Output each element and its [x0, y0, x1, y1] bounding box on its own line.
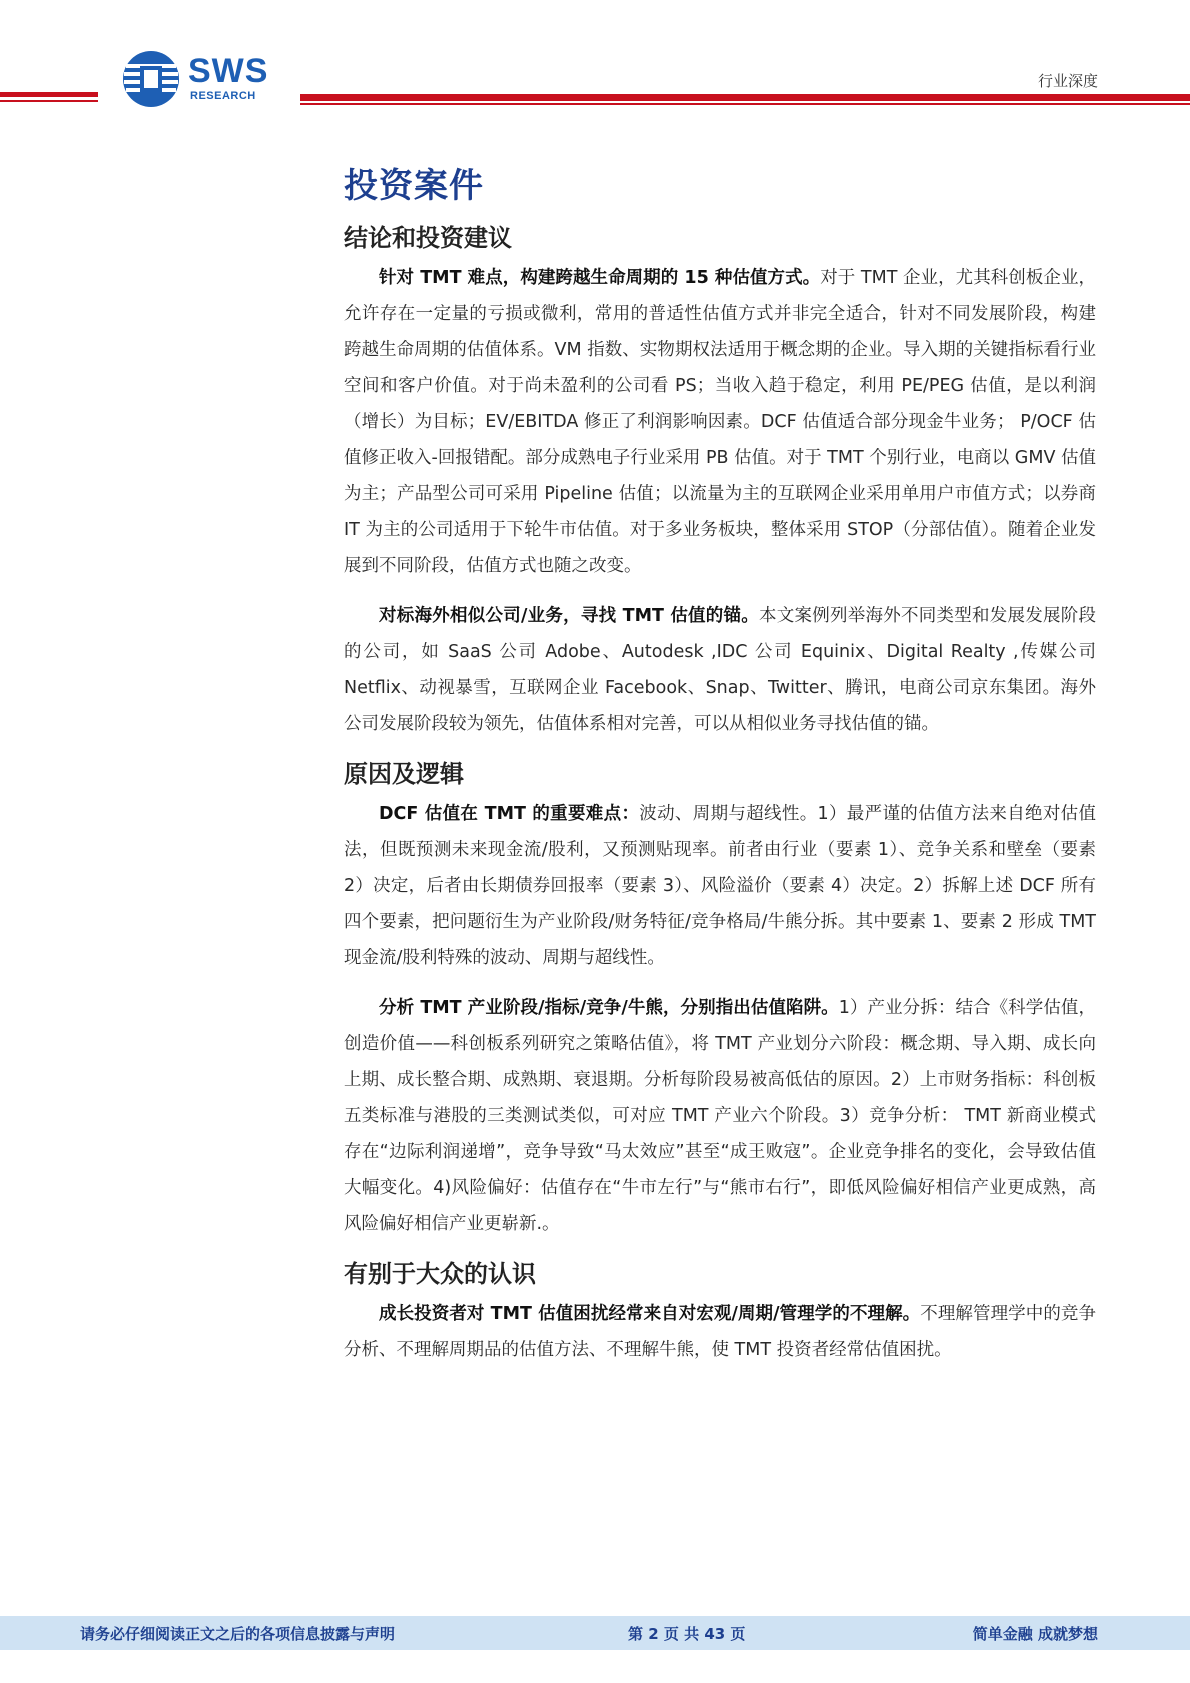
paragraph-lead: 成长投资者对 TMT 估值困扰经常来自对宏观/周期/管理学的不理解。: [379, 1304, 921, 1324]
report-type-label: 行业深度: [1037, 72, 1098, 90]
paragraph-lead: 分析 TMT 产业阶段/指标/竞争/牛熊，分别指出估值陷阱。: [379, 998, 839, 1018]
page-header: [0, 0, 1190, 120]
page-title: 投资案件: [344, 166, 484, 206]
paragraph: [344, 1296, 1096, 1368]
section-heading-reasons: 原因及逻辑: [344, 760, 464, 788]
section-heading-differentiated-view: 有别于大众的认识: [344, 1260, 536, 1288]
sws-logo: [122, 50, 282, 108]
paragraph: [344, 990, 1096, 1242]
logo-wordmark: SWS: [188, 52, 269, 90]
paragraph-body: 1）产业分拆：结合《科学估值，创造价值——科创板系列研究之策略估值》，将 TMT 产业划分六阶段：概念期、导入期、成长向上期、成长整合期、成熟期、衰退期。分析每阶段易被高低估的原因。2）上市财务指标：科创板五类标准与港股的三类测试类似，可对应 TMT 产业六个阶段。3）竞争分析： TMT 新商业模式存在“边际利润递增”，竞争导致“马太效应”甚至“成王败寇”。企业竞争排名的变化，会导致估值大幅变化。4)风险偏好：估值存在“牛市左行”与“熊市右行”，即低风险偏好相信产业更成熟，高风险偏好相信产业更崭新.。: [344, 998, 1096, 1234]
header-rule-right: [300, 94, 1190, 101]
paragraph-lead: DCF 估值在 TMT 的重要难点：: [379, 804, 640, 824]
paragraph-body: 不理解管理学中的竞争分析、不理解周期品的估值方法、不理解牛熊，使 TMT 投资者经常估值困扰。: [344, 1304, 1096, 1360]
paragraph-body: 本文案例列举海外不同类型和发展发展阶段的公司，如 SaaS 公司 Adobe、Autodesk ,IDC 公司 Equinix、Digital Realty ,传媒公司 Netflix、动视暴雪，互联网企业 Facebook、Snap、Twitter、腾讯，电商公司京东集团。海外公司发展阶段较为领先，估值体系相对完善，可以从相似业务寻找估值的锚。: [344, 606, 1096, 734]
paragraph: [344, 598, 1096, 742]
paragraph: [344, 260, 1096, 584]
footer-disclaimer: 请务必仔细阅读正文之后的各项信息披露与声明: [80, 1625, 396, 1643]
header-rule-left: [0, 92, 98, 97]
section-heading-conclusion: 结论和投资建议: [344, 224, 512, 252]
paragraph: [344, 796, 1096, 976]
sws-logo-icon: [122, 50, 180, 108]
logo-subtext: RESEARCH: [190, 90, 256, 102]
footer-page-number: 第 2 页 共 43 页: [628, 1625, 746, 1643]
footer-slogan: 简单金融 成就梦想: [972, 1625, 1098, 1643]
header-rule-left-thin: [0, 100, 98, 102]
header-rule-right-thin: [300, 103, 1190, 105]
main-content: [344, 162, 1096, 1382]
paragraph-lead: 对标海外相似公司/业务，寻找 TMT 估值的锚。: [379, 606, 760, 626]
paragraph-body: 波动、周期与超线性。1）最严谨的估值方法来自绝对估值法，但既预测未来现金流/股利，又预测贴现率。前者由行业（要素 1）、竞争关系和壁垒（要素 2）决定，后者由长期债券回报率（要素 3）、风险溢价（要素 4）决定。2）拆解上述 DCF 所有四个要素，把问题衍生为产业阶段/财务特征/竞争格局/牛熊分拆。其中要素 1、要素 2 形成 TMT 现金流/股利特殊的波动、周期与超线性。: [344, 804, 1097, 968]
page-footer: [0, 1616, 1190, 1650]
paragraph-lead: 针对 TMT 难点，构建跨越生命周期的 15 种估值方式。: [379, 268, 821, 288]
paragraph-body: 对于 TMT 企业，尤其科创板企业，允许存在一定量的亏损或微利，常用的普适性估值方式并非完全适合，针对不同发展阶段，构建跨越生命周期的估值体系。VM 指数、实物期权法适用于概念期的企业。导入期的关键指标看行业空间和客户价值。对于尚未盈利的公司看 PS；当收入趋于稳定，利用 PE/PEG 估值，是以利润（增长）为目标；EV/EBITDA 修正了利润影响因素。DCF 估值适合部分现金牛业务； P/OCF 估值修正收入-回报错配。部分成熟电子行业采用 PB 估值。对于 TMT 个别行业，电商以 GMV 估值为主；产品型公司可采用 Pipeline 估值；以流量为主的互联网企业采用单用户市值方式；以券商 IT 为主的公司适用于下轮牛市估值。对于多业务板块，整体采用 STOP（分部估值）。随着企业发展到不同阶段，估值方式也随之改变。: [344, 268, 1096, 576]
